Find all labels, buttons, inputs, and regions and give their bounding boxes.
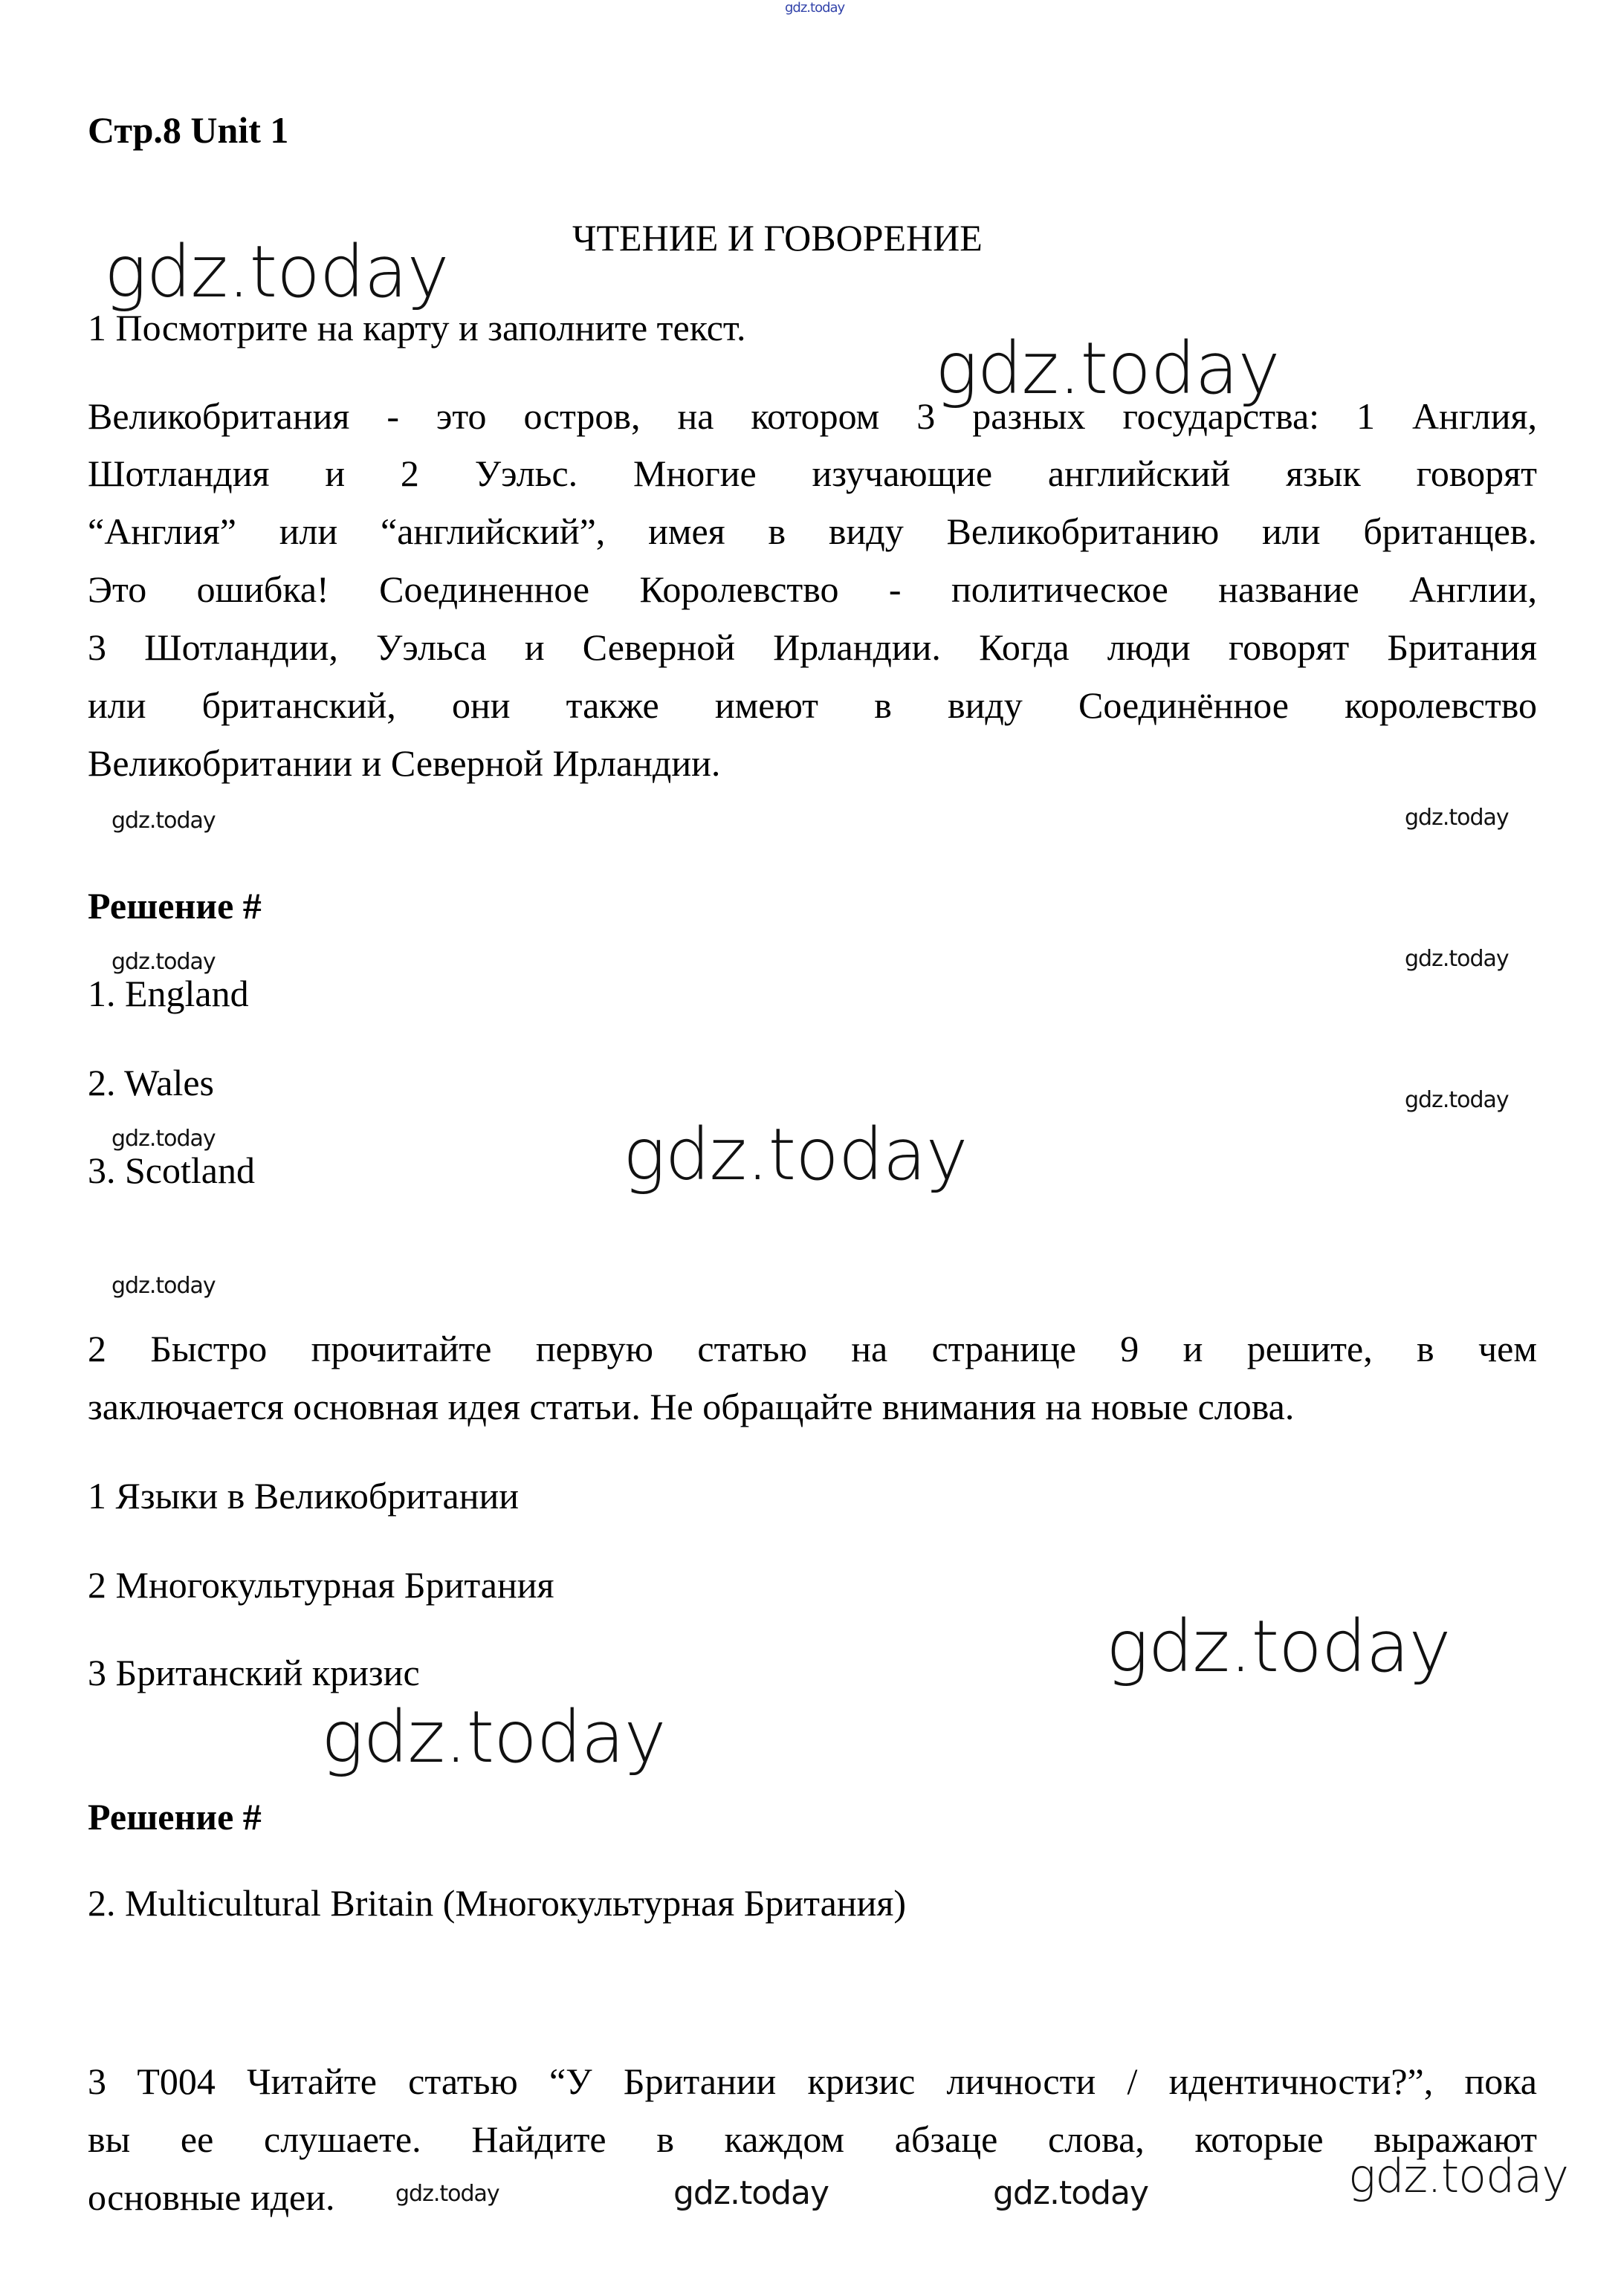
watermark-small: gdz.today xyxy=(111,949,216,975)
watermark-large: gdz.today xyxy=(1106,1605,1451,1688)
watermark-small: gdz.today xyxy=(1405,946,1509,972)
task2-text-line: заключается основная идея статьи. Не обращайте внимания на новые слова. xyxy=(88,1386,1295,1427)
task1-text-line: 3 Шотландии, Уэльса и Северной Ирландии. Когда люди говорят Британия xyxy=(88,626,1537,668)
watermark-small: gdz.today xyxy=(111,1126,216,1152)
task2-option: 2 Многокультурная Британия xyxy=(88,1564,554,1606)
watermark-large: gdz.today xyxy=(321,1696,666,1779)
task3-text-line: основные идеи. xyxy=(88,2176,335,2218)
task3-text-line: 3 T004 Читайте статью “У Британии кризис личности / идентичности?”, пока xyxy=(88,2060,1537,2102)
task2-option: 1 Языки в Великобритании xyxy=(88,1475,519,1517)
watermark-small: gdz.today xyxy=(111,808,216,834)
task3-text-line: вы ее слушаете. Найдите в каждом абзаце слова, которые выражают xyxy=(88,2118,1537,2160)
task1-solution-label: Решение # xyxy=(88,885,262,927)
task2-option: 3 Британский кризис xyxy=(88,1652,420,1693)
task1-answer: 3. Scotland xyxy=(88,1149,255,1191)
task1-text-line: Великобритания - это остров, на котором 3 разных государства: 1 Англия, xyxy=(88,395,1537,437)
watermark-large: gdz.today xyxy=(623,1113,968,1196)
task1-text-line: Это ошибка! Соединенное Королевство - политическое название Англии, xyxy=(88,568,1537,610)
task1-answer: 2. Wales xyxy=(88,1062,215,1103)
section-heading: ЧТЕНИЕ И ГОВОРЕНИЕ xyxy=(572,217,983,259)
task2-text-line: 2 Быстро прочитайте первую статью на странице 9 и решите, в чем xyxy=(88,1328,1537,1369)
page-header: Стр.8 Unit 1 xyxy=(88,109,289,151)
watermark-large: gdz.today xyxy=(104,230,449,314)
task1-text-line: или британский, они также имеют в виду Соединённое королевство xyxy=(88,684,1537,726)
task2-answer: 2. Multicultural Britain (Многокультурная Британия) xyxy=(88,1882,907,1924)
task1-instruction: 1 Посмотрите на карту и заполните текст. xyxy=(88,307,746,348)
watermark-top: gdz.today xyxy=(785,0,845,16)
task1-answer: 1. England xyxy=(88,973,249,1014)
watermark-large: gdz.today xyxy=(935,327,1280,410)
watermark-large: gdz.today xyxy=(1348,2149,1569,2203)
task1-text-line: Великобритании и Северной Ирландии. xyxy=(88,742,721,784)
task1-text-line: Шотландия и 2 Уэльс. Многие изучающие английский язык говорят xyxy=(88,453,1537,494)
watermark-medium: gdz.today xyxy=(993,2174,1149,2212)
watermark-small: gdz.today xyxy=(1405,805,1509,831)
task1-text-line: “Англия” или “английский”, имея в виду Великобританию или британцев. xyxy=(88,510,1537,552)
watermark-small: gdz.today xyxy=(1405,1087,1509,1113)
watermark-medium: gdz.today xyxy=(673,2174,829,2212)
watermark-small: gdz.today xyxy=(111,1273,216,1299)
watermark-small: gdz.today xyxy=(395,2181,499,2207)
task2-solution-label: Решение # xyxy=(88,1796,262,1838)
